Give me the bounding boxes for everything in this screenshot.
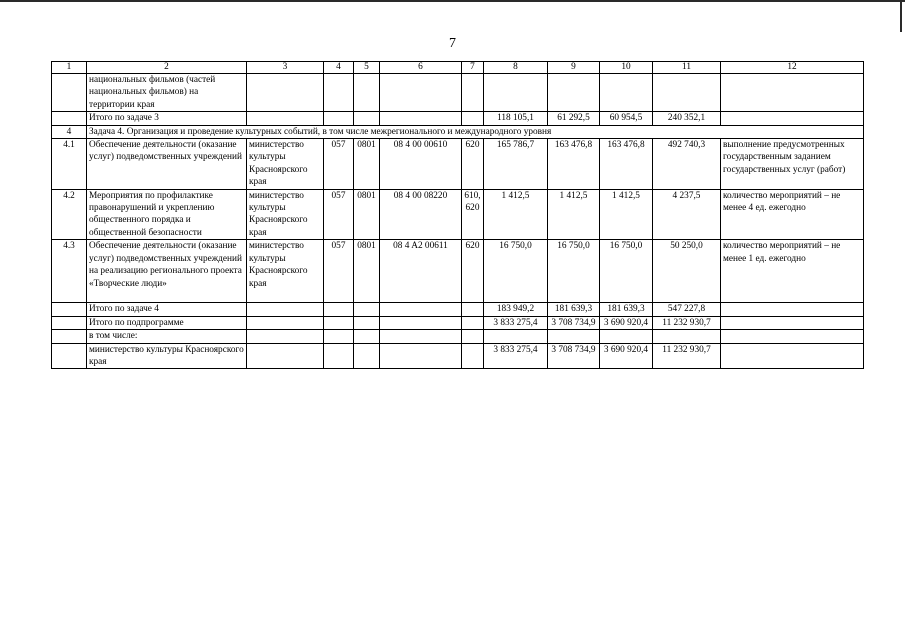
- blank-cell: [247, 330, 324, 343]
- rzpr-code: 0801: [354, 189, 380, 240]
- amount-year-1: 1 412,5: [484, 189, 548, 240]
- amount-year-3: 1 412,5: [600, 189, 653, 240]
- blank-cell: [324, 74, 354, 112]
- blank-cell: [354, 303, 380, 316]
- blank-cell: [52, 303, 87, 316]
- blank-cell: [354, 316, 380, 329]
- blank-cell: [247, 112, 324, 125]
- blank-cell: [247, 303, 324, 316]
- amount-year-2: 61 292,5: [548, 112, 600, 125]
- blank-cell: [721, 74, 864, 112]
- vr-code: 620: [462, 240, 484, 303]
- header-cell: 5: [354, 62, 380, 74]
- blank-cell: [462, 74, 484, 112]
- blank-cell: [721, 330, 864, 343]
- total-label: Итого по задаче 3: [87, 112, 247, 125]
- amount-year-3: 16 750,0: [600, 240, 653, 303]
- scan-top-edge: [0, 0, 905, 2]
- task-row: [52, 125, 864, 138]
- header-cell: 4: [324, 62, 354, 74]
- responsible-body: министерство культуры Красноярского края: [247, 139, 324, 190]
- measure-row: [52, 240, 864, 303]
- blank-cell: [721, 112, 864, 125]
- header-cell: 7: [462, 62, 484, 74]
- blank-cell: [354, 343, 380, 369]
- table-body: [52, 62, 864, 369]
- total-label: Итого по задаче 4: [87, 303, 247, 316]
- responsible-body: министерство культуры Красноярского края: [247, 189, 324, 240]
- measure-name: Мероприятия по профилактике правонарушений и укреплению общественного порядка и общественной безопасности: [87, 189, 247, 240]
- csr-code: 08 4 00 08220: [380, 189, 462, 240]
- header-cell: 1: [52, 62, 87, 74]
- blank-cell: [324, 330, 354, 343]
- blank-cell: [462, 303, 484, 316]
- amount-year-3: 3 690 920,4: [600, 343, 653, 369]
- total-label: министерство культуры Красноярского края: [87, 343, 247, 369]
- blank-cell: [600, 74, 653, 112]
- subprogram-measures-table: [51, 61, 864, 369]
- header-cell: 12: [721, 62, 864, 74]
- blank-cell: [52, 316, 87, 329]
- blank-cell: [462, 112, 484, 125]
- amount-year-1: [484, 330, 548, 343]
- blank-cell: [354, 112, 380, 125]
- amount-total: 11 232 930,7: [653, 343, 721, 369]
- blank-cell: [548, 74, 600, 112]
- csr-code: 08 4 00 00610: [380, 139, 462, 190]
- total-label: Итого по подпрограмме: [87, 316, 247, 329]
- blank-cell: [324, 343, 354, 369]
- blank-cell: [484, 74, 548, 112]
- blank-cell: [380, 330, 462, 343]
- measure-number: 4.2: [52, 189, 87, 240]
- blank-cell: [354, 330, 380, 343]
- blank-cell: [380, 316, 462, 329]
- amount-total: 240 352,1: [653, 112, 721, 125]
- scan-right-edge: [900, 2, 902, 32]
- blank-cell: [52, 343, 87, 369]
- header-cell: 6: [380, 62, 462, 74]
- header-cell: 9: [548, 62, 600, 74]
- measure-name: национальных фильмов (частей национальных фильмов) на территории края: [87, 74, 247, 112]
- measure-row: [52, 139, 864, 190]
- amount-year-1: 165 786,7: [484, 139, 548, 190]
- blank-cell: [324, 316, 354, 329]
- amount-year-3: [600, 330, 653, 343]
- header-cell: 10: [600, 62, 653, 74]
- task-title: Задача 4. Организация и проведение культурных событий, в том числе межрегионального и международного уровня: [87, 125, 864, 138]
- header-cell: 2: [87, 62, 247, 74]
- page-number: 7: [449, 36, 456, 51]
- blank-cell: [324, 112, 354, 125]
- amount-total: 4 237,5: [653, 189, 721, 240]
- amount-year-1: 118 105,1: [484, 112, 548, 125]
- blank-cell: [247, 316, 324, 329]
- blank-cell: [721, 343, 864, 369]
- amount-year-2: 163 476,8: [548, 139, 600, 190]
- blank-cell: [247, 74, 324, 112]
- expected-result: выполнение предусмотренных государственным заданием государственных услуг (работ): [721, 139, 864, 190]
- blank-cell: [462, 316, 484, 329]
- total-row: [52, 112, 864, 125]
- blank-cell: [52, 74, 87, 112]
- grbs-code: 057: [324, 139, 354, 190]
- blank-cell: [380, 74, 462, 112]
- amount-year-1: 16 750,0: [484, 240, 548, 303]
- amount-year-2: 1 412,5: [548, 189, 600, 240]
- amount-total: 50 250,0: [653, 240, 721, 303]
- blank-cell: [380, 343, 462, 369]
- grbs-code: 057: [324, 240, 354, 303]
- amount-total: 547 227,8: [653, 303, 721, 316]
- grbs-code: 057: [324, 189, 354, 240]
- amount-year-3: 181 639,3: [600, 303, 653, 316]
- continuation-row: [52, 74, 864, 112]
- vr-code: 610, 620: [462, 189, 484, 240]
- total-row: [52, 330, 864, 343]
- blank-cell: [380, 303, 462, 316]
- amount-total: 492 740,3: [653, 139, 721, 190]
- amount-year-1: 183 949,2: [484, 303, 548, 316]
- blank-cell: [354, 74, 380, 112]
- measure-name: Обеспечение деятельности (оказание услуг) подведомственных учреждений на реализацию регионального проекта «Творческие люди»: [87, 240, 247, 303]
- amount-year-3: 3 690 920,4: [600, 316, 653, 329]
- blank-cell: [462, 343, 484, 369]
- amount-year-1: 3 833 275,4: [484, 343, 548, 369]
- rzpr-code: 0801: [354, 240, 380, 303]
- amount-year-2: 181 639,3: [548, 303, 600, 316]
- rzpr-code: 0801: [354, 139, 380, 190]
- header-cell: 11: [653, 62, 721, 74]
- expected-result: количество мероприятий – не менее 1 ед. ежегодно: [721, 240, 864, 303]
- blank-cell: [52, 112, 87, 125]
- measure-number: 4.3: [52, 240, 87, 303]
- blank-cell: [247, 343, 324, 369]
- blank-cell: [324, 303, 354, 316]
- csr-code: 08 4 A2 00611: [380, 240, 462, 303]
- amount-year-2: 3 708 734,9: [548, 316, 600, 329]
- vr-code: 620: [462, 139, 484, 190]
- amount-year-1: 3 833 275,4: [484, 316, 548, 329]
- total-label: в том числе:: [87, 330, 247, 343]
- amount-total: [653, 330, 721, 343]
- column-number-row: [52, 62, 864, 74]
- blank-cell: [462, 330, 484, 343]
- measure-number: 4.1: [52, 139, 87, 190]
- blank-cell: [721, 316, 864, 329]
- blank-cell: [721, 303, 864, 316]
- amount-total: 11 232 930,7: [653, 316, 721, 329]
- blank-cell: [380, 112, 462, 125]
- responsible-body: министерство культуры Красноярского края: [247, 240, 324, 303]
- measure-row: [52, 189, 864, 240]
- task-number: 4: [52, 125, 87, 138]
- amount-year-2: 16 750,0: [548, 240, 600, 303]
- expected-result: количество мероприятий – не менее 4 ед. ежегодно: [721, 189, 864, 240]
- amount-year-2: [548, 330, 600, 343]
- blank-cell: [52, 330, 87, 343]
- amount-year-2: 3 708 734,9: [548, 343, 600, 369]
- total-row: [52, 303, 864, 316]
- blank-cell: [653, 74, 721, 112]
- total-row: [52, 343, 864, 369]
- header-cell: 8: [484, 62, 548, 74]
- amount-year-3: 60 954,5: [600, 112, 653, 125]
- header-cell: 3: [247, 62, 324, 74]
- total-row: [52, 316, 864, 329]
- measure-name: Обеспечение деятельности (оказание услуг) подведомственных учреждений: [87, 139, 247, 190]
- amount-year-3: 163 476,8: [600, 139, 653, 190]
